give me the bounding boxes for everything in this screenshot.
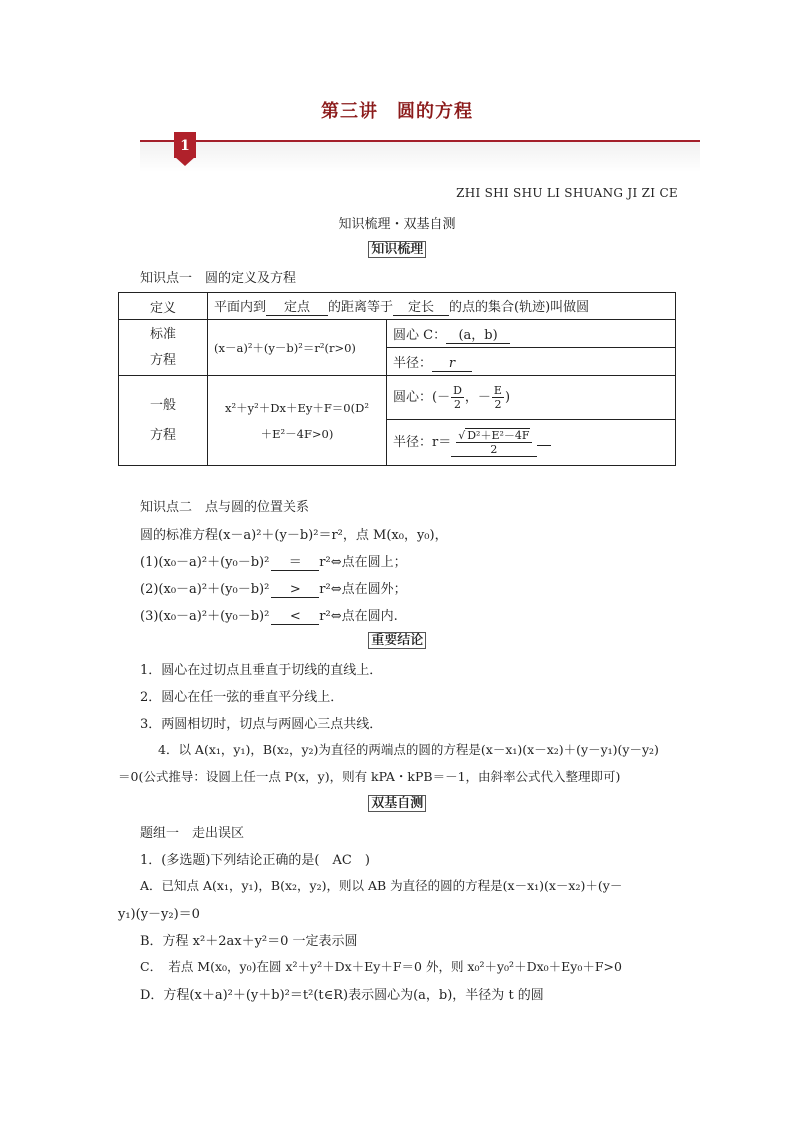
question-1: 1．(多选题)下列结论正确的是( AC )	[140, 853, 370, 868]
standard-equation: (x－a)²＋(y－b)²＝r²(r>0)	[208, 320, 387, 376]
kp2-item-3: (3)(x₀－a)²＋(y₀－b)² < r²⇔点在圆内.	[140, 609, 398, 624]
section-number-badge: 1	[174, 132, 196, 166]
section-heading: 知识梳理・双基自测	[338, 217, 456, 232]
row-definition-content: 平面内到 定点 的距离等于 定长 的点的集合(轨迹)叫做圆	[208, 293, 676, 320]
row-standard-label: 标准方程	[119, 320, 208, 376]
kp2-intro: 圆的标准方程(x－a)²＋(y－b)²＝r²，点 M(x₀，y₀)，	[140, 528, 448, 543]
conclusion-4-cont: ＝0(公式推导：设圆上任一点 P(x，y)，则有 kPA・kPB＝－1，由斜率公式代入整理即可)	[118, 769, 621, 784]
general-radius: 半径：r＝ $\frac{\text{√ D²＋E²－4F}}{2}$	[387, 420, 676, 466]
option-d: D．方程(x＋a)²＋(y＋b)²＝t²(t∈R)表示圆心为(a，b)，半径为 t 的圆	[140, 988, 544, 1003]
option-a: A．已知点 A(x₁，y₁)，B(x₂，y₂)，则以 AB 为直径的圆的方程是(x－x₁)(x－x₂)＋(y－	[140, 878, 623, 893]
label-knowledge: 知识梳理	[0, 241, 794, 258]
circle-equation-table	[118, 292, 676, 466]
conclusion-3: 3．两圆相切时，切点与两圆心三点共线．	[140, 717, 383, 732]
page-title: 第三讲 圆的方程	[321, 101, 473, 122]
general-center: 圆心：(－ $\frac{D}{2}$ ，－ $\frac{E}{2}$ )	[387, 376, 676, 420]
label-self-test: 双基自测	[0, 795, 794, 812]
kp2-item-2: (2)(x₀－a)²＋(y₀－b)² > r²⇔点在圆外；	[140, 582, 407, 597]
conclusion-2: 2．圆心在任一弦的垂直平分线上．	[140, 690, 344, 705]
standard-center: 圆心 C： (a，b)	[387, 320, 676, 348]
section-banner	[140, 128, 700, 172]
conclusion-4: 4．以 A(x₁，y₁)，B(x₂，y₂)为直径的两端点的圆的方程是(x－x₁)(x－x₂)＋(y－y₁)(y－y₂)	[158, 742, 659, 757]
kp2-item-1: (1)(x₀－a)²＋(y₀－b)² ＝ r²⇔点在圆上；	[140, 551, 407, 571]
general-equation: x²＋y²＋Dx＋Ey＋F＝0(D² ＋E²－4F>0)	[208, 376, 387, 466]
standard-radius: 半径： r	[387, 348, 676, 376]
label-conclusions: 重要结论	[0, 632, 794, 649]
conclusion-1: 1．圆心在过切点且垂直于切线的直线上．	[140, 663, 383, 678]
group-title: 题组一 走出误区	[140, 826, 245, 841]
row-definition-label: 定义	[119, 293, 208, 320]
kp2-title: 知识点二 点与圆的位置关系	[140, 500, 310, 515]
kp1-title: 知识点一 圆的定义及方程	[140, 271, 297, 286]
option-c: C． 若点 M(x₀，y₀)在圆 x²＋y²＋Dx＋Ey＋F＝0 外，则 x₀²＋y₀²＋Dx₀＋Ey₀＋F>0	[140, 959, 622, 974]
option-a-cont: y₁)(y－y₂)＝0	[118, 907, 200, 922]
row-general-label: 一般方程	[119, 376, 208, 466]
option-b: B．方程 x²＋2ax＋y²＝0 一定表示圆	[140, 934, 358, 949]
pinyin-heading: ZHI SHI SHU LI SHUANG JI ZI CE	[456, 186, 678, 200]
